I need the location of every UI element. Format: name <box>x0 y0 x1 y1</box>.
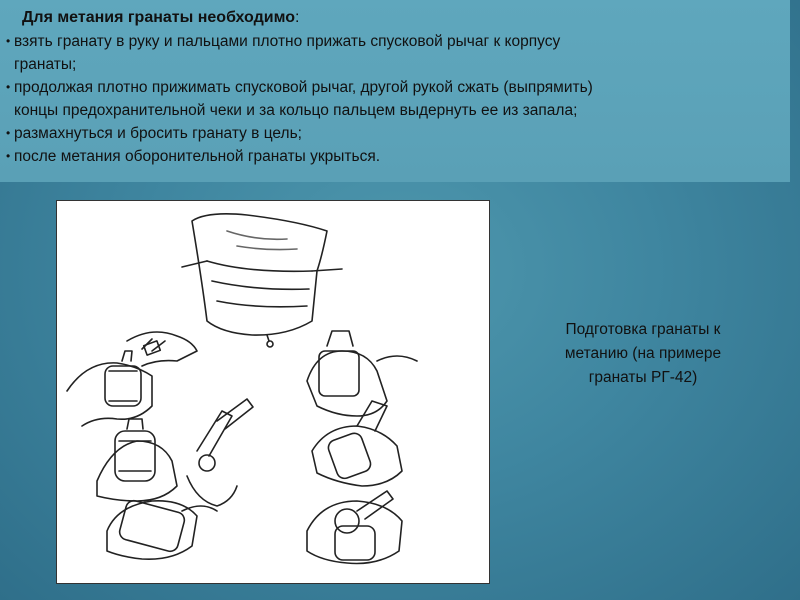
hand-grenade-2-drawing <box>307 331 417 416</box>
pouch-drawing <box>182 214 342 347</box>
hand-grenade-6-drawing <box>307 491 402 564</box>
pin-drawing <box>187 399 253 506</box>
grenade-illustration <box>56 200 490 584</box>
heading-suffix: : <box>295 9 300 26</box>
instructions-panel <box>0 0 790 182</box>
hand-grenade-1-drawing <box>67 351 152 426</box>
list-item: • размахнуться и бросить гранату в цель; <box>6 122 786 145</box>
illustration-caption: Подготовка гранаты к метанию (на примере гранаты РГ-42) <box>564 321 722 386</box>
heading-bold: Для метания гранаты необходимо <box>22 9 295 26</box>
list-item: • взять гранату в руку и пальцами плотно прижать спусковой рычаг к корпусу гранаты; <box>6 30 786 76</box>
hand-grenade-4-drawing <box>312 401 402 486</box>
hand-pull-pin-drawing <box>127 332 197 366</box>
list-item: • продолжая плотно прижимать спусковой рычаг, другой рукой сжать (выпрямить) концы предохранительной чеки и за кольцо пальцем выдернуть ее из запала; <box>6 76 786 122</box>
list-item: • после метания оборонительной гранаты укрыться. <box>6 145 786 168</box>
grenade-drawing <box>57 201 489 583</box>
instructions-list <box>6 30 786 168</box>
instructions-heading <box>22 6 786 30</box>
hand-grenade-5-drawing <box>107 499 217 559</box>
hand-grenade-3-drawing <box>97 419 177 501</box>
